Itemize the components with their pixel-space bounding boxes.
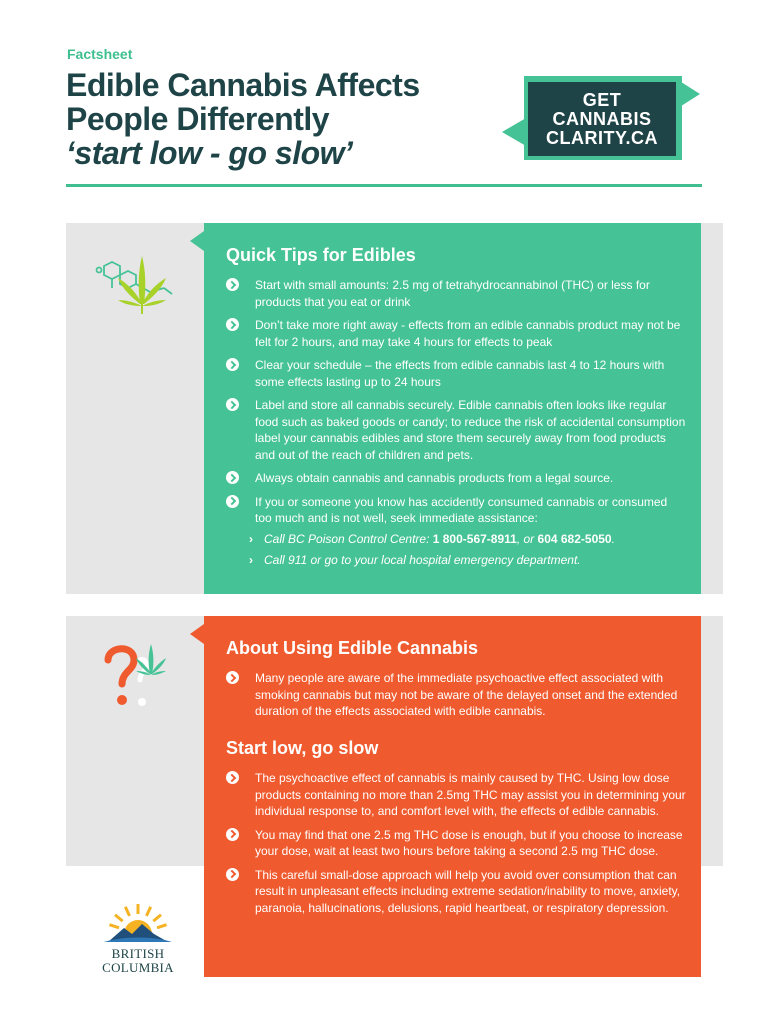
cannabis-molecule-icon — [94, 244, 176, 316]
start-low-list — [226, 770, 686, 923]
bc-logo-line-2: COLUMBIA — [102, 960, 174, 975]
quick-tips-list — [226, 277, 686, 567]
logo-flag-left — [502, 118, 526, 146]
chevron-right-icon — [226, 771, 239, 784]
list-item: If you or someone you know has accidently consumed cannabis or consumed too much and is not well, seek immediate assistance: › Call BC Poison Control Centre: 1 800-567-8911, or 604 682-5050. › Call 911 or go to your local hospital emergency department. — [226, 494, 686, 527]
about-card — [204, 616, 701, 977]
get-cannabis-clarity-logo — [502, 70, 702, 164]
chevron-right-icon — [226, 471, 239, 484]
card-notch — [190, 624, 204, 644]
phone-number: 604 682-5050 — [537, 531, 612, 546]
assistance-sublist — [248, 531, 708, 574]
chevron-right-icon — [226, 671, 239, 684]
page-title — [66, 68, 420, 170]
chevron-right-icon: › — [249, 553, 253, 567]
eyebrow-factsheet: Factsheet — [67, 46, 133, 62]
list-item: Start with small amounts: 2.5 mg of tetrahydrocannabinol (THC) or less for products that you eat or drink — [226, 277, 686, 310]
chevron-right-icon: › — [249, 531, 253, 546]
logo-line-3: CLARITY.CA — [546, 127, 658, 148]
list-item: The psychoactive effect of cannabis is mainly caused by THC. Using low dose products containing no more than 2.5mg THC may assist you in determining your individual response to, and comfort level with, the effects of edible cannabis. — [226, 770, 686, 820]
logo-flag-right — [678, 80, 700, 108]
bc-logo-line-1: BRITISH — [111, 946, 165, 961]
list-item: Label and store all cannabis securely. Edible cannabis often looks like regular food such as baked goods or candy; to reduce the risk of accidental consumption label your cannabis edibles and store them securely away from food products and out of the reach of children and pets. — [226, 397, 686, 463]
chevron-right-icon — [226, 868, 239, 881]
list-item: Clear your schedule – the effects from edible cannabis last 4 to 12 hours with some effects lasting up to 24 hours — [226, 357, 686, 390]
about-heading: About Using Edible Cannabis — [226, 638, 479, 658]
british-columbia-logo — [92, 900, 184, 975]
chevron-right-icon — [226, 318, 239, 331]
chevron-right-icon — [226, 398, 239, 411]
title-line-2: People Differently — [66, 101, 330, 137]
phone-number: 1 800-567-8911 — [432, 531, 517, 546]
bc-sun-logo-icon — [98, 900, 178, 942]
header-divider — [66, 184, 702, 187]
list-item: Always obtain cannabis and cannabis products from a legal source. — [226, 470, 686, 487]
list-item: This careful small-dose approach will help you avoid over consumption that can result in unpleasant effects including extreme sedation/inability to move, anxiety, paranoia, hallucinations, delusions, rapid heartbeat, or respiratory depression. — [226, 867, 686, 917]
chevron-right-icon — [226, 495, 239, 508]
list-item: You may find that one 2.5 mg THC dose is enough, but if you choose to increase your dose, wait at least two hours before taking a second 2.5 mg THC dose. — [226, 827, 686, 860]
question-cannabis-icon — [100, 638, 170, 718]
list-item: Don’t take more right away - effects from an edible cannabis product may not be felt for 2 hours, and may take 4 hours for effects to peak — [226, 317, 686, 350]
logo-text-block — [528, 82, 676, 156]
card-notch — [190, 231, 204, 251]
quick-tips-card — [204, 223, 701, 594]
logo-line-2: CANNABIS — [552, 108, 652, 129]
title-tagline: ‘start low - go slow’ — [66, 135, 353, 171]
quick-tips-heading: Quick Tips for Edibles — [226, 245, 416, 265]
chevron-right-icon — [226, 358, 239, 371]
start-low-heading: Start low, go slow — [226, 738, 379, 758]
chevron-right-icon — [226, 828, 239, 841]
list-item: Many people are aware of the immediate psychoactive effect associated with smoking cannabis but may not be aware of the delayed onset and the extended duration of the effects associated with edible cannabis. — [226, 670, 686, 720]
sub-item-poison-control: › Call BC Poison Control Centre: 1 800-567-8911, or 604 682-5050. — [249, 531, 615, 546]
title-line-1: Edible Cannabis Affects — [66, 67, 420, 103]
about-list — [226, 670, 686, 727]
chevron-right-icon — [226, 278, 239, 291]
logo-line-1: GET — [582, 89, 622, 110]
sub-item-emergency: › Call 911 or go to your local hospital emergency department. — [249, 553, 581, 567]
